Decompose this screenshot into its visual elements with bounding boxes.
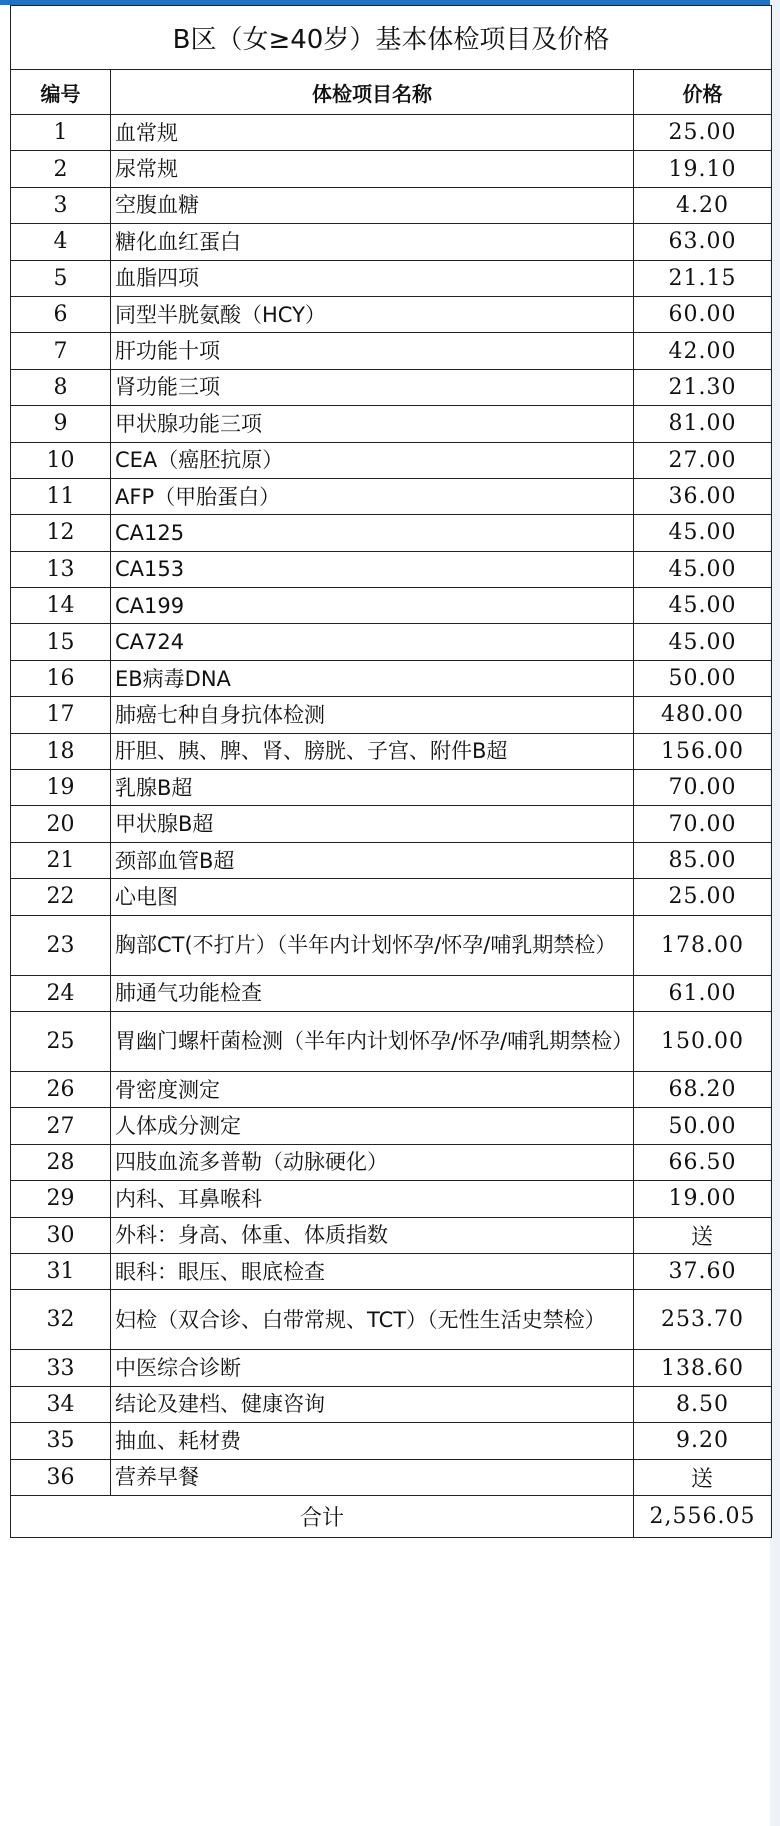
row-price: 85.00: [634, 842, 772, 878]
row-price: 61.00: [634, 975, 772, 1011]
row-number: 16: [11, 660, 111, 696]
row-item-name: 眼科：眼压、眼底检查: [111, 1253, 634, 1289]
row-price: 21.15: [634, 260, 772, 296]
table-row: [11, 1181, 772, 1217]
row-number: 35: [11, 1423, 111, 1459]
row-item-name: 胸部CT(不打片）（半年内计划怀孕/怀孕/哺乳期禁检）: [111, 915, 634, 975]
row-item-name: 甲状腺功能三项: [111, 406, 634, 442]
row-price: 27.00: [634, 442, 772, 478]
total-row: [11, 1495, 772, 1537]
row-number: 7: [11, 333, 111, 369]
row-price: 45.00: [634, 588, 772, 624]
row-item-name: CA724: [111, 624, 634, 660]
row-number: 34: [11, 1386, 111, 1422]
table-row: [11, 1386, 772, 1422]
row-item-name: CA125: [111, 515, 634, 551]
row-number: 28: [11, 1144, 111, 1180]
row-number: 24: [11, 975, 111, 1011]
row-item-name: 肺癌七种自身抗体检测: [111, 697, 634, 733]
row-price: 480.00: [634, 697, 772, 733]
table-row: [11, 478, 772, 514]
table-row: [11, 1459, 772, 1495]
row-number: 1: [11, 115, 111, 151]
header-name: 体检项目名称: [111, 70, 634, 115]
row-number: 33: [11, 1350, 111, 1386]
row-number: 6: [11, 296, 111, 332]
row-item-name: 肾功能三项: [111, 369, 634, 405]
row-price: 4.20: [634, 187, 772, 223]
row-item-name: 同型半胱氨酸（HCY）: [111, 296, 634, 332]
table-row: [11, 442, 772, 478]
row-number: 23: [11, 915, 111, 975]
row-number: 32: [11, 1290, 111, 1350]
row-item-name: CA153: [111, 551, 634, 587]
row-price: 送: [634, 1217, 772, 1253]
row-item-name: 血脂四项: [111, 260, 634, 296]
row-price: 送: [634, 1459, 772, 1495]
row-item-name: 营养早餐: [111, 1459, 634, 1495]
table-header-row: [11, 70, 772, 115]
table-title-row: [11, 6, 772, 70]
row-item-name: CA199: [111, 588, 634, 624]
table-row: [11, 369, 772, 405]
table-row: [11, 151, 772, 187]
row-price: 156.00: [634, 733, 772, 769]
row-item-name: 糖化血红蛋白: [111, 224, 634, 260]
row-number: 27: [11, 1108, 111, 1144]
row-number: 15: [11, 624, 111, 660]
row-price: 70.00: [634, 806, 772, 842]
row-number: 5: [11, 260, 111, 296]
row-price: 81.00: [634, 406, 772, 442]
row-number: 20: [11, 806, 111, 842]
table-row: [11, 1071, 772, 1107]
table-row: [11, 296, 772, 332]
row-item-name: 血常规: [111, 115, 634, 151]
row-item-name: 甲状腺B超: [111, 806, 634, 842]
row-number: 36: [11, 1459, 111, 1495]
row-number: 25: [11, 1011, 111, 1071]
row-price: 63.00: [634, 224, 772, 260]
row-price: 178.00: [634, 915, 772, 975]
row-item-name: 四肢血流多普勒（动脉硬化）: [111, 1144, 634, 1180]
table-body: [11, 115, 772, 1496]
row-item-name: AFP（甲胎蛋白）: [111, 478, 634, 514]
row-price: 50.00: [634, 660, 772, 696]
total-label: 合计: [11, 1495, 634, 1537]
row-price: 25.00: [634, 879, 772, 915]
row-price: 66.50: [634, 1144, 772, 1180]
row-price: 19.10: [634, 151, 772, 187]
row-price: 19.00: [634, 1181, 772, 1217]
table-row: [11, 624, 772, 660]
table-row: [11, 515, 772, 551]
row-item-name: 外科：身高、体重、体质指数: [111, 1217, 634, 1253]
row-price: 45.00: [634, 624, 772, 660]
row-item-name: 空腹血糖: [111, 187, 634, 223]
table-row: [11, 660, 772, 696]
row-item-name: 结论及建档、健康咨询: [111, 1386, 634, 1422]
row-price: 45.00: [634, 551, 772, 587]
table-row: [11, 260, 772, 296]
row-item-name: 乳腺B超: [111, 770, 634, 806]
total-value: 2,556.05: [634, 1495, 772, 1537]
row-item-name: 人体成分测定: [111, 1108, 634, 1144]
table-row: [11, 588, 772, 624]
table-row: [11, 697, 772, 733]
table-row: [11, 770, 772, 806]
row-number: 11: [11, 478, 111, 514]
price-table: [10, 5, 772, 1538]
header-price: 价格: [634, 70, 772, 115]
row-number: 18: [11, 733, 111, 769]
row-price: 45.00: [634, 515, 772, 551]
row-price: 8.50: [634, 1386, 772, 1422]
table-row: [11, 879, 772, 915]
row-number: 9: [11, 406, 111, 442]
row-item-name: 肺通气功能检查: [111, 975, 634, 1011]
row-price: 37.60: [634, 1253, 772, 1289]
row-item-name: 抽血、耗材费: [111, 1423, 634, 1459]
row-price: 60.00: [634, 296, 772, 332]
table-row: [11, 1350, 772, 1386]
row-number: 10: [11, 442, 111, 478]
table-row: [11, 406, 772, 442]
table-row: [11, 915, 772, 975]
row-item-name: 骨密度测定: [111, 1071, 634, 1107]
row-number: 31: [11, 1253, 111, 1289]
table-row: [11, 975, 772, 1011]
header-no: 编号: [11, 70, 111, 115]
table-row: [11, 1253, 772, 1289]
row-number: 14: [11, 588, 111, 624]
row-number: 22: [11, 879, 111, 915]
row-price: 138.60: [634, 1350, 772, 1386]
row-item-name: 中医综合诊断: [111, 1350, 634, 1386]
table-row: [11, 224, 772, 260]
row-number: 4: [11, 224, 111, 260]
row-number: 19: [11, 770, 111, 806]
price-table-container: [10, 5, 771, 1538]
row-number: 21: [11, 842, 111, 878]
row-number: 8: [11, 369, 111, 405]
table-title: B区（女≥40岁）基本体检项目及价格: [11, 6, 772, 70]
table-row: [11, 333, 772, 369]
row-item-name: 胃幽门螺杆菌检测（半年内计划怀孕/怀孕/哺乳期禁检）: [111, 1011, 634, 1071]
row-price: 21.30: [634, 369, 772, 405]
row-number: 26: [11, 1071, 111, 1107]
table-row: [11, 1144, 772, 1180]
row-item-name: 心电图: [111, 879, 634, 915]
table-row: [11, 1290, 772, 1350]
table-row: [11, 1423, 772, 1459]
table-row: [11, 806, 772, 842]
row-item-name: 肝胆、胰、脾、肾、膀胱、子宫、附件B超: [111, 733, 634, 769]
table-row: [11, 842, 772, 878]
row-item-name: 妇检（双合诊、白带常规、TCT）（无性生活史禁检）: [111, 1290, 634, 1350]
row-number: 17: [11, 697, 111, 733]
row-number: 2: [11, 151, 111, 187]
row-number: 30: [11, 1217, 111, 1253]
table-row: [11, 551, 772, 587]
row-item-name: 肝功能十项: [111, 333, 634, 369]
row-price: 36.00: [634, 478, 772, 514]
row-number: 12: [11, 515, 111, 551]
table-row: [11, 1011, 772, 1071]
table-row: [11, 187, 772, 223]
row-price: 42.00: [634, 333, 772, 369]
row-number: 29: [11, 1181, 111, 1217]
row-price: 70.00: [634, 770, 772, 806]
row-number: 13: [11, 551, 111, 587]
row-item-name: 颈部血管B超: [111, 842, 634, 878]
row-price: 150.00: [634, 1011, 772, 1071]
table-row: [11, 733, 772, 769]
row-price: 253.70: [634, 1290, 772, 1350]
row-price: 68.20: [634, 1071, 772, 1107]
table-row: [11, 1108, 772, 1144]
row-price: 50.00: [634, 1108, 772, 1144]
row-item-name: CEA（癌胚抗原）: [111, 442, 634, 478]
table-row: [11, 115, 772, 151]
row-item-name: 内科、耳鼻喉科: [111, 1181, 634, 1217]
row-item-name: 尿常规: [111, 151, 634, 187]
table-row: [11, 1217, 772, 1253]
row-item-name: EB病毒DNA: [111, 660, 634, 696]
row-price: 9.20: [634, 1423, 772, 1459]
row-number: 3: [11, 187, 111, 223]
row-price: 25.00: [634, 115, 772, 151]
